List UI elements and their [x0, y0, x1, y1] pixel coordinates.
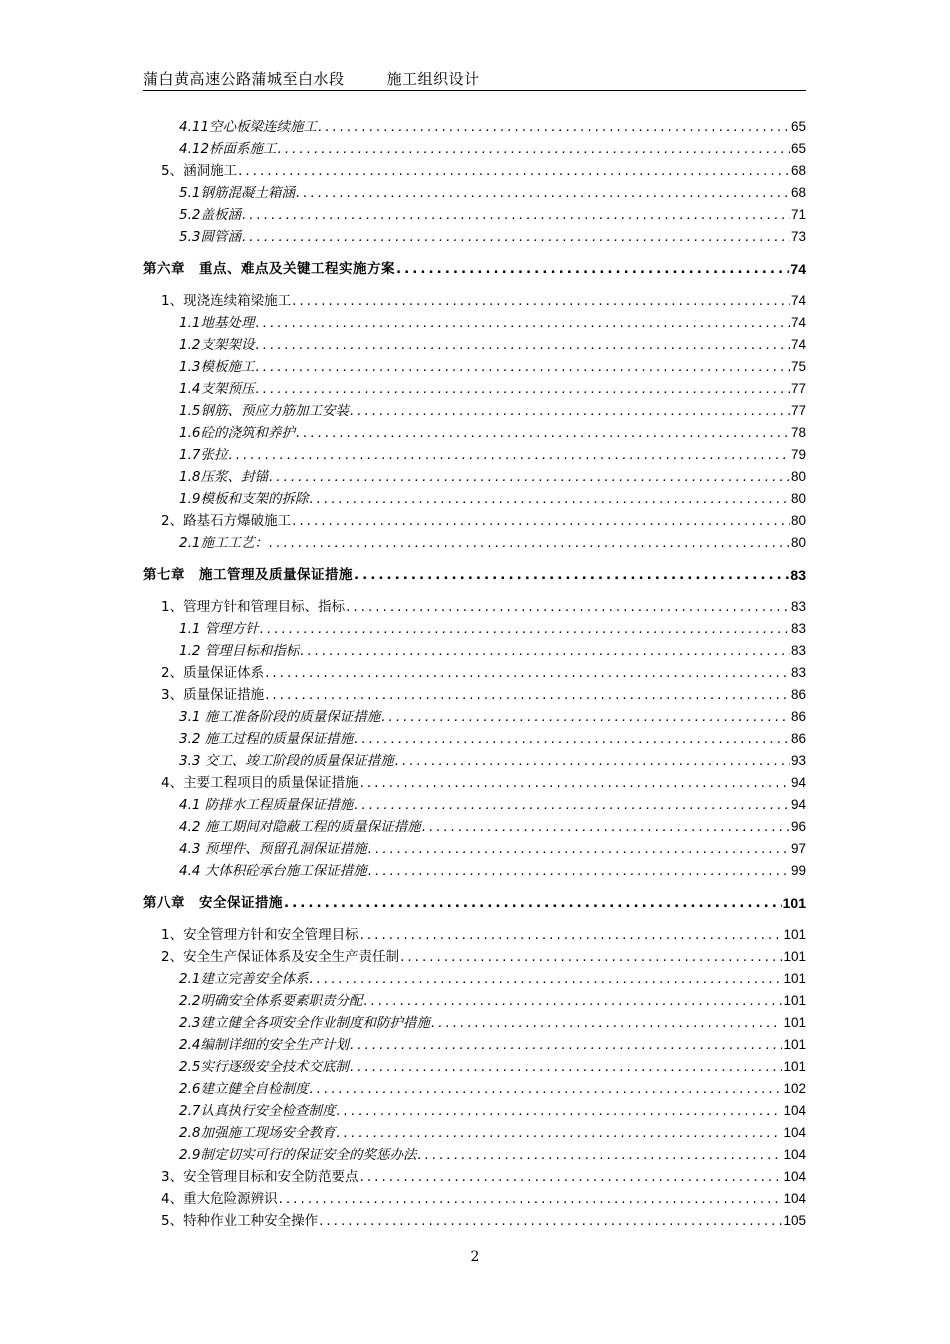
toc-entry-label: 1.8压浆、封锚	[179, 469, 268, 485]
toc-entry-label: 2、质量保证体系	[161, 665, 265, 681]
toc-leader-dots	[265, 664, 790, 682]
header-project: 蒲白黄高速公路蒲城至白水段	[143, 70, 345, 88]
toc-entry-page: 80	[790, 469, 806, 484]
toc-leader-dots	[309, 1080, 782, 1098]
toc-leader-dots	[309, 970, 782, 988]
toc-entry-page: 75	[790, 359, 806, 374]
toc-entry-page: 102	[783, 1081, 806, 1096]
toc-entry-label: 1.2 管理目标和指标	[179, 643, 300, 659]
toc-entry-page: 97	[790, 841, 806, 856]
toc-entry-label: 1、安全管理方针和安全管理目标	[161, 927, 359, 943]
toc-subsection[interactable]	[143, 858, 806, 880]
toc-leader-dots	[279, 1190, 783, 1208]
toc-entry-page: 101	[783, 1037, 806, 1052]
toc-entry-label: 1、现浇连续箱梁施工	[161, 293, 292, 309]
toc-leader-dots	[360, 774, 790, 792]
toc-leader-dots	[292, 292, 790, 310]
toc-entry-page: 99	[790, 863, 806, 878]
toc-subsection[interactable]	[143, 202, 806, 224]
toc-entry-label: 4.11空心板梁连续施工	[179, 119, 318, 135]
toc-subsection[interactable]	[143, 814, 806, 836]
toc-entry-page: 74	[790, 261, 806, 277]
toc-entry-page: 104	[783, 1147, 806, 1162]
toc-entry-label: 4.3 预埋件、预留孔洞保证措施	[179, 841, 367, 857]
toc-entry-label: 5、涵洞施工	[161, 163, 238, 179]
toc-entry-page: 77	[790, 403, 806, 418]
toc-leader-dots	[336, 1124, 782, 1142]
toc-entry-page: 86	[790, 731, 806, 746]
toc-subsection[interactable]	[143, 792, 806, 814]
toc-entry-label: 1.7张拉	[179, 447, 228, 463]
toc-section[interactable]	[143, 1186, 806, 1208]
toc-entry-label: 第六章 重点、难点及关键工程实施方案	[143, 261, 395, 277]
toc-section[interactable]	[143, 1208, 806, 1230]
toc-entry-label: 3.2 施工过程的质量保证措施	[179, 731, 354, 747]
toc-entry-page: 101	[783, 971, 806, 986]
toc-entry-page: 68	[790, 185, 806, 200]
toc-entry-label: 1、管理方针和管理目标、指标	[161, 599, 346, 615]
toc-entry-label: 4.2 施工期间对隐蔽工程的质量保证措施	[179, 819, 421, 835]
toc-entry-label: 4.4 大体积砼承台施工保证措施	[179, 863, 367, 879]
toc-leader-dots	[354, 730, 790, 748]
toc-entry-label: 1.1 管理方针	[179, 621, 259, 637]
toc-entry-label: 2.9制定切实可行的保证安全的奖惩办法	[179, 1147, 417, 1163]
toc-entry-label: 1.2支架架设	[179, 337, 255, 353]
toc-entry-page: 93	[790, 753, 806, 768]
toc-entry-label: 2.2明确安全体系要素职责分配	[179, 993, 363, 1009]
toc-entry-page: 65	[790, 141, 806, 156]
toc-entry-label: 2.4编制详细的安全生产计划	[179, 1037, 349, 1053]
toc-entry-page: 83	[790, 665, 806, 680]
toc-subsection[interactable]	[143, 224, 806, 246]
toc-entry-page: 83	[790, 599, 806, 614]
toc-entry-page: 74	[790, 293, 806, 308]
toc-entry-label: 2.1建立完善安全体系	[179, 971, 309, 987]
toc-subsection[interactable]	[143, 354, 806, 376]
toc-entry-label: 5.3圆管涵	[179, 229, 241, 245]
toc-entry-label: 2.3建立健全各项安全作业制度和防护措施	[179, 1015, 430, 1031]
toc-entry-label: 4.1 防排水工程质量保证措施	[179, 797, 354, 813]
toc-entry-page: 74	[790, 315, 806, 330]
toc-entry-label: 2、安全生产保证体系及安全生产责任制	[161, 949, 400, 965]
toc-subsection[interactable]	[143, 180, 806, 202]
toc-entry-page: 96	[790, 819, 806, 834]
toc-leader-dots	[422, 818, 790, 836]
toc-entry-page: 83	[790, 621, 806, 636]
toc-entry-label: 1.6砼的浇筑和养护	[179, 425, 295, 441]
toc-subsection[interactable]	[143, 1098, 806, 1120]
toc-leader-dots	[381, 708, 790, 726]
toc-leader-dots	[431, 1014, 782, 1032]
toc-subsection[interactable]	[143, 748, 806, 770]
toc-entry-label: 第八章 安全保证措施	[143, 895, 283, 911]
toc-leader-dots	[265, 686, 790, 704]
toc-leader-dots	[368, 862, 790, 880]
toc-leader-dots	[296, 424, 790, 442]
toc-entry-page: 104	[783, 1169, 806, 1184]
toc-entry-label: 4、主要工程项目的质量保证措施	[161, 775, 359, 791]
toc-entry-label: 2.5实行逐级安全技术交底制	[179, 1059, 349, 1075]
page-number: 2	[470, 1249, 480, 1265]
toc-entry-label: 3.1 施工准备阶段的质量保证措施	[179, 709, 381, 725]
toc-subsection[interactable]	[143, 442, 806, 464]
toc-leader-dots	[260, 620, 790, 638]
toc-leader-dots	[300, 642, 790, 660]
toc-entry-page: 94	[790, 797, 806, 812]
toc-entry-page: 86	[790, 687, 806, 702]
toc-subsection[interactable]	[143, 726, 806, 748]
toc-entry-label: 4.12桥面系施工	[179, 141, 277, 157]
toc-entry-page: 83	[790, 643, 806, 658]
toc-leader-dots	[350, 1058, 782, 1076]
toc-entry-page: 104	[783, 1103, 806, 1118]
toc-entry-label: 第七章 施工管理及质量保证措施	[143, 567, 353, 583]
toc-entry-page: 78	[790, 425, 806, 440]
toc-leader-dots	[318, 118, 790, 136]
toc-entry-page: 101	[783, 1015, 806, 1030]
toc-leader-dots	[336, 1102, 782, 1120]
toc-entry-label: 1.4支架预压	[179, 381, 255, 397]
toc-entry-page: 80	[790, 535, 806, 550]
toc-subsection[interactable]	[143, 332, 806, 354]
toc-subsection[interactable]	[143, 1120, 806, 1142]
toc-entry-page: 83	[790, 567, 806, 583]
toc-section[interactable]	[143, 660, 806, 682]
toc-entry-label: 1.5钢筋、预应力筋加工安装	[179, 403, 349, 419]
toc-section[interactable]	[143, 508, 806, 530]
toc-section[interactable]	[143, 594, 806, 616]
toc-leader-dots	[255, 380, 789, 398]
toc-entry-page: 74	[790, 337, 806, 352]
toc-entry-page: 80	[790, 513, 806, 528]
toc-entry-page: 101	[782, 895, 806, 911]
toc-leader-dots	[269, 534, 790, 552]
toc-leader-dots	[255, 358, 789, 376]
toc-entry-page: 94	[790, 775, 806, 790]
toc-entry-page: 101	[783, 993, 806, 1008]
toc-leader-dots	[354, 796, 790, 814]
toc-leader-dots	[269, 468, 790, 486]
toc-leader-dots	[363, 992, 782, 1010]
toc-leader-dots	[360, 1168, 783, 1186]
toc-leader-dots	[319, 1212, 782, 1230]
toc-subsection[interactable]	[143, 704, 806, 726]
toc-leader-dots	[360, 926, 783, 944]
toc-subsection[interactable]	[143, 1076, 806, 1098]
toc-subsection[interactable]	[143, 398, 806, 420]
toc-entry-page: 104	[783, 1125, 806, 1140]
toc-leader-dots	[242, 206, 790, 224]
toc-subsection[interactable]	[143, 114, 806, 136]
toc-entry-label: 2.8加强施工现场安全教育	[179, 1125, 336, 1141]
toc-subsection[interactable]	[143, 1010, 806, 1032]
toc-entry-label: 1.9模板和支架的拆除	[179, 491, 309, 507]
table-of-contents	[143, 0, 806, 1344]
toc-leader-dots	[346, 598, 790, 616]
toc-section[interactable]	[143, 158, 806, 180]
toc-chapter[interactable]	[143, 890, 806, 912]
toc-leader-dots	[278, 140, 790, 158]
toc-entry-page: 86	[790, 709, 806, 724]
toc-leader-dots	[309, 490, 789, 508]
toc-entry-label: 3.3 交工、竣工阶段的质量保证措施	[179, 753, 394, 769]
toc-subsection[interactable]	[143, 988, 806, 1010]
toc-entry-label: 5、特种作业工种安全操作	[161, 1213, 319, 1229]
toc-leader-dots	[292, 512, 790, 530]
toc-subsection[interactable]	[143, 1032, 806, 1054]
toc-leader-dots	[368, 840, 790, 858]
toc-leader-dots	[350, 402, 790, 420]
toc-entry-label: 3、质量保证措施	[161, 687, 265, 703]
toc-chapter[interactable]	[143, 562, 806, 584]
header-doc-title: 施工组织设计	[386, 70, 480, 88]
toc-leader-dots	[396, 260, 789, 278]
toc-subsection[interactable]	[143, 1054, 806, 1076]
toc-entry-page: 73	[790, 229, 806, 244]
toc-leader-dots	[255, 314, 789, 332]
toc-leader-dots	[350, 1036, 782, 1054]
toc-subsection[interactable]	[143, 420, 806, 442]
toc-subsection[interactable]	[143, 530, 806, 552]
toc-entry-page: 101	[783, 1059, 806, 1074]
toc-leader-dots	[395, 752, 790, 770]
toc-section[interactable]	[143, 288, 806, 310]
toc-entry-page: 77	[790, 381, 806, 396]
toc-subsection[interactable]	[143, 376, 806, 398]
toc-entry-label: 2.1施工工艺：	[179, 535, 268, 551]
toc-entry-label: 3、安全管理目标和安全防范要点	[161, 1169, 359, 1185]
toc-subsection[interactable]	[143, 836, 806, 858]
toc-entry-label: 1.1地基处理	[179, 315, 255, 331]
toc-entry-page: 80	[790, 491, 806, 506]
toc-subsection[interactable]	[143, 966, 806, 988]
toc-leader-dots	[400, 948, 782, 966]
toc-section[interactable]	[143, 1164, 806, 1186]
toc-leader-dots	[354, 566, 789, 584]
toc-section[interactable]	[143, 922, 806, 944]
toc-entry-page: 68	[790, 163, 806, 178]
toc-chapter[interactable]	[143, 256, 806, 278]
toc-subsection[interactable]	[143, 136, 806, 158]
toc-leader-dots	[417, 1146, 782, 1164]
toc-entry-label: 2、路基石方爆破施工	[161, 513, 292, 529]
toc-section[interactable]	[143, 770, 806, 792]
toc-subsection[interactable]	[143, 1142, 806, 1164]
toc-subsection[interactable]	[143, 616, 806, 638]
toc-entry-label: 5.2盖板涵	[179, 207, 241, 223]
toc-subsection[interactable]	[143, 464, 806, 486]
toc-entry-page: 71	[790, 207, 806, 222]
toc-entry-page: 101	[783, 949, 806, 964]
toc-entry-label: 1.3模板施工	[179, 359, 255, 375]
toc-leader-dots	[228, 446, 789, 464]
toc-entry-page: 104	[783, 1191, 806, 1206]
toc-entry-label: 4、重大危险源辨识	[161, 1191, 278, 1207]
toc-subsection[interactable]	[143, 310, 806, 332]
toc-entry-label: 2.6建立健全自检制度	[179, 1081, 309, 1097]
toc-entry-page: 65	[790, 119, 806, 134]
toc-section[interactable]	[143, 944, 806, 966]
toc-subsection[interactable]	[143, 486, 806, 508]
toc-entry-page: 105	[783, 1213, 806, 1228]
toc-leader-dots	[296, 184, 790, 202]
toc-leader-dots	[242, 228, 790, 246]
toc-leader-dots	[284, 894, 782, 912]
toc-section[interactable]	[143, 682, 806, 704]
toc-subsection[interactable]	[143, 638, 806, 660]
toc-entry-label: 5.1钢筋混凝土箱涵	[179, 185, 295, 201]
toc-entry-page: 101	[783, 927, 806, 942]
toc-entry-page: 79	[790, 447, 806, 462]
toc-leader-dots	[255, 336, 789, 354]
toc-leader-dots	[238, 162, 790, 180]
toc-entry-label: 2.7认真执行安全检查制度	[179, 1103, 336, 1119]
